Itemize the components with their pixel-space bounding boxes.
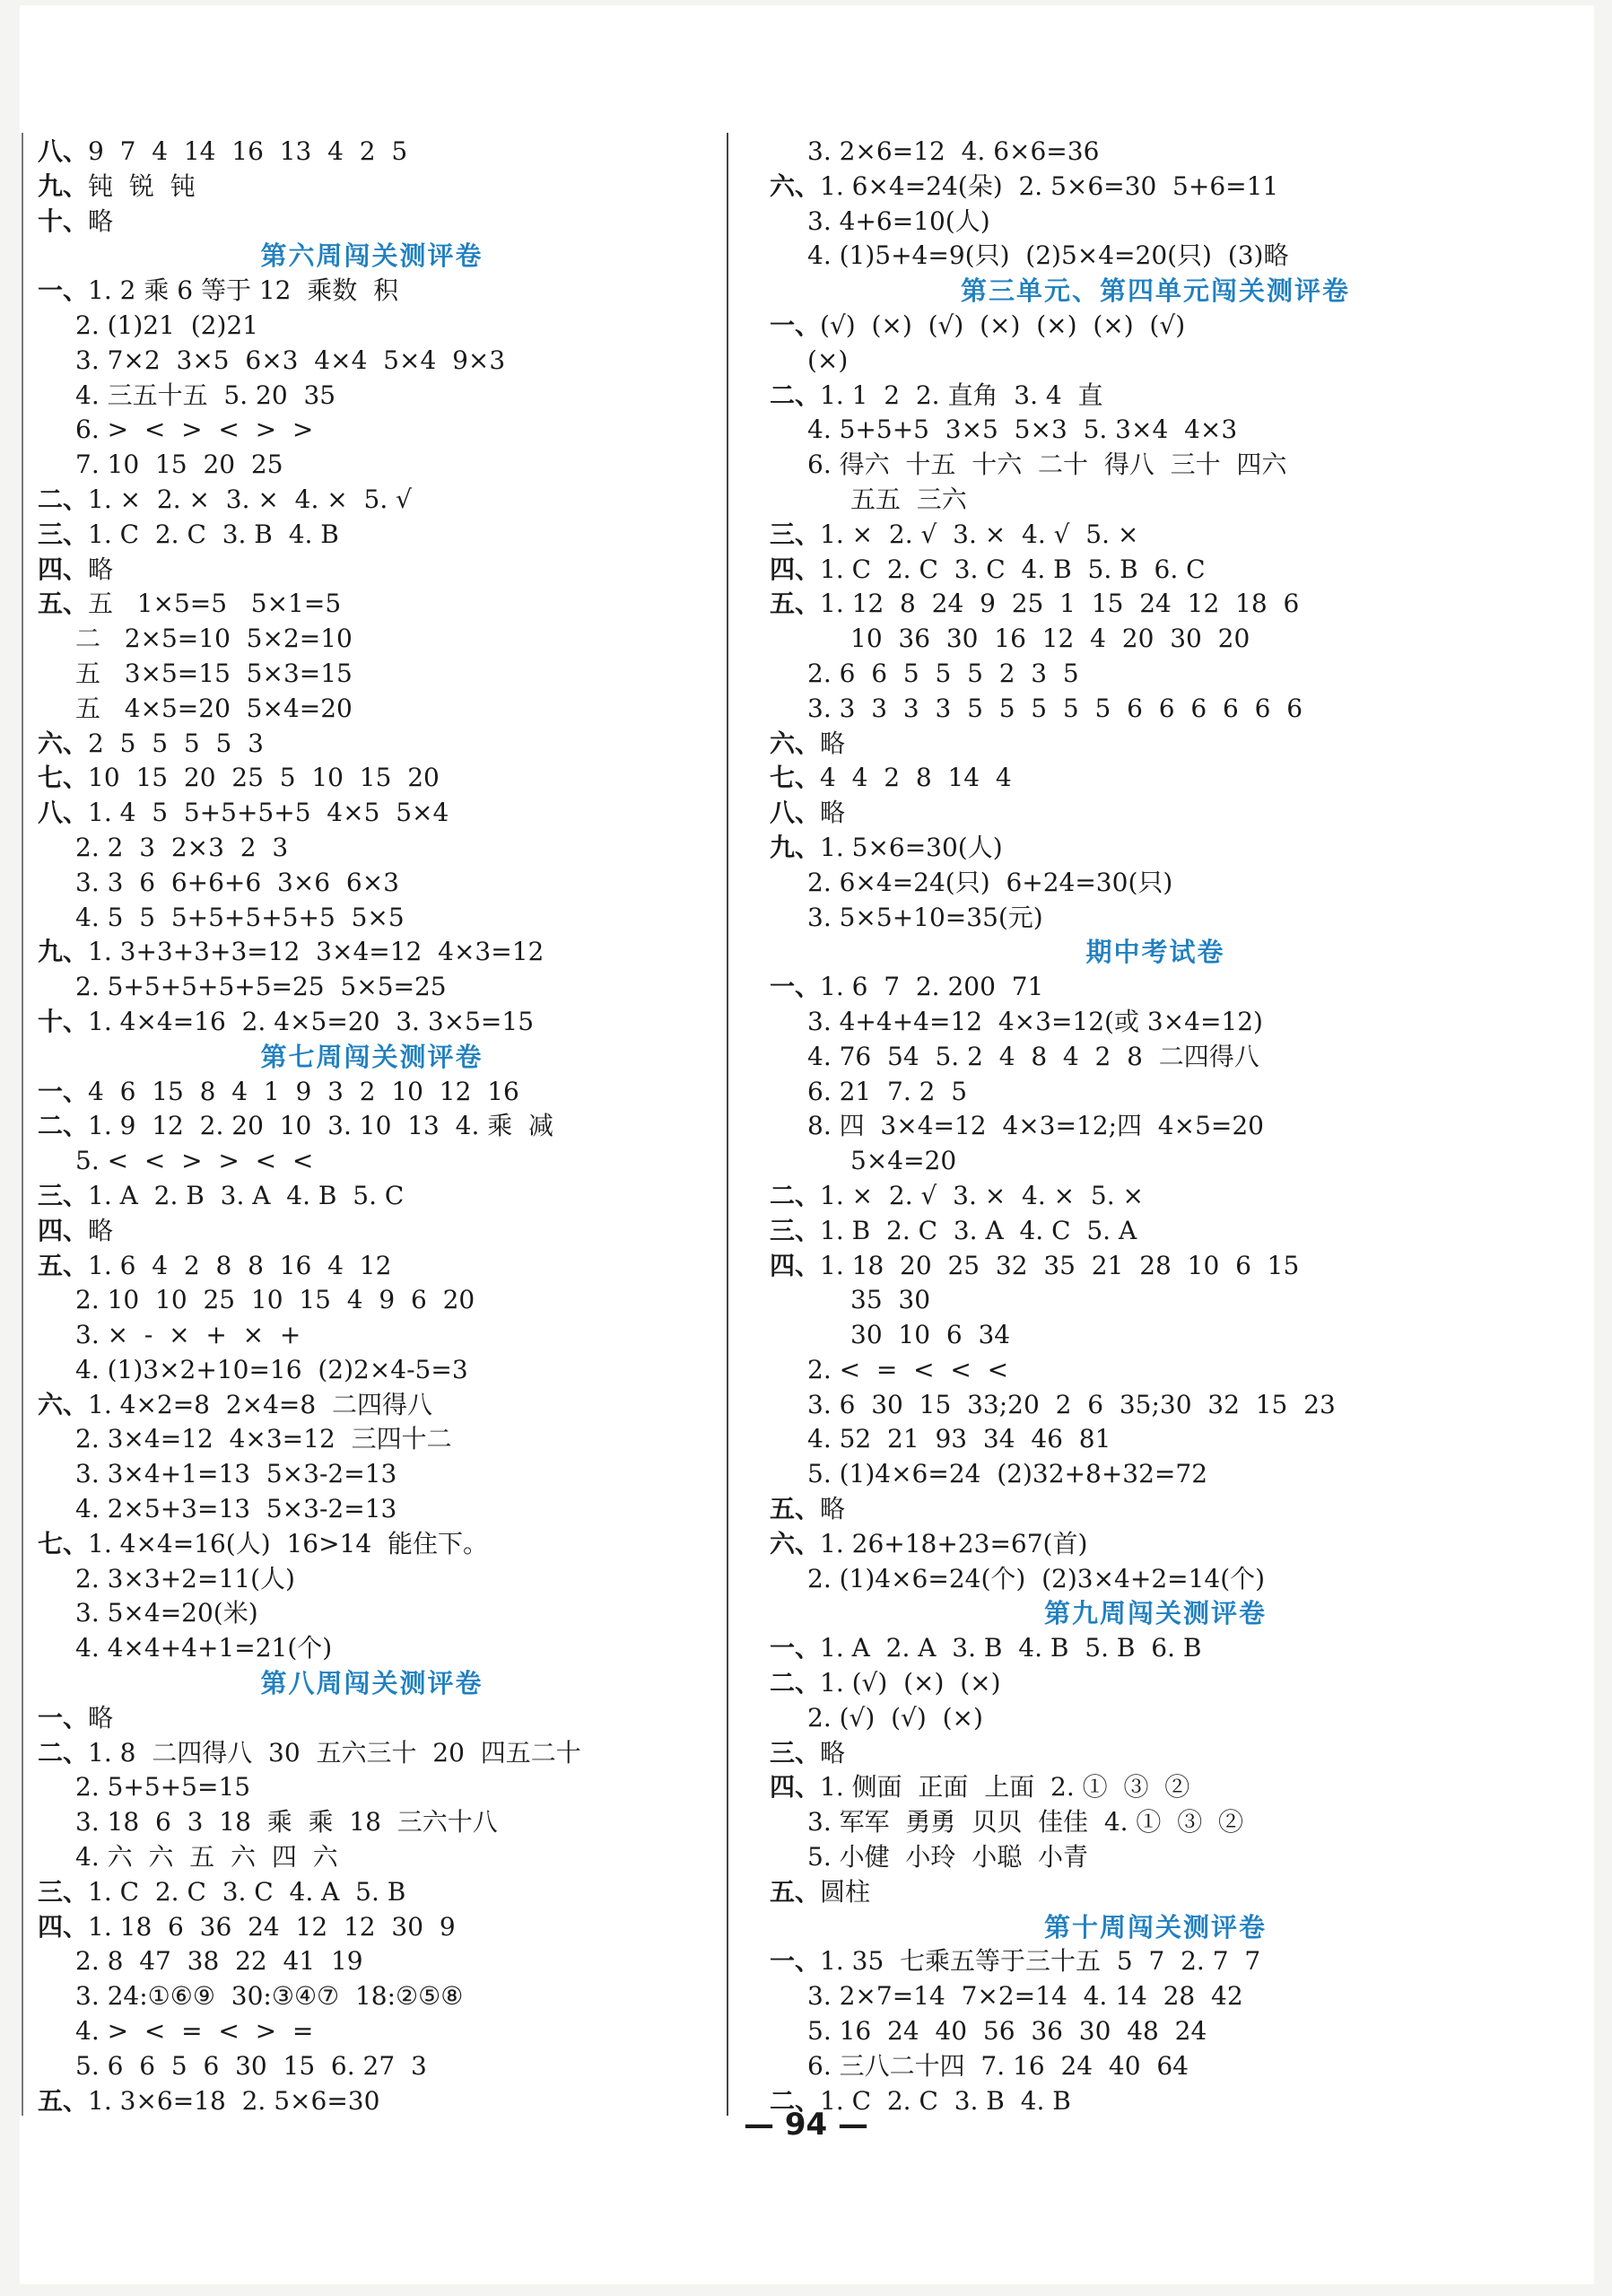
answer-line — [770, 205, 1541, 240]
question-number: 五、 — [38, 1250, 89, 1280]
question-number: 五、 — [770, 1494, 821, 1524]
answer-text: 1. 9 12 2. 20 10 3. 10 13 4. 乘 减 — [88, 1111, 554, 1141]
answer-text: 2 5 5 5 5 3 — [88, 728, 264, 758]
answer-line — [38, 1179, 706, 1214]
section-title: 第三单元、第四单元闯关测评卷 — [960, 275, 1350, 307]
answer-line — [770, 413, 1541, 448]
answer-text: 1. 3+3+3+3=12 3×4=12 4×3=12 — [88, 937, 545, 967]
answer-text: 1. 4×4=16 2. 4×5=20 3. 3×5=15 — [88, 1006, 535, 1036]
answer-line — [770, 1770, 1541, 1805]
answer-line — [770, 483, 1541, 518]
answer-text: 五 4×5=20 5×4=20 — [75, 693, 353, 723]
answer-line — [770, 1353, 1541, 1388]
answer-line — [770, 1736, 1541, 1771]
answer-line — [38, 274, 706, 309]
question-number: 八、 — [38, 798, 89, 828]
answer-line — [38, 379, 706, 414]
answer-text: 4. 4×4+4+1=21(个) — [75, 1633, 333, 1663]
answer-line — [38, 831, 706, 866]
answer-column-left — [38, 135, 706, 2118]
question-number: 三、 — [38, 519, 89, 549]
answer-line — [38, 935, 706, 970]
answer-line — [770, 1527, 1541, 1562]
answer-line — [770, 518, 1541, 553]
question-number: 六、 — [770, 728, 821, 758]
question-number: 三、 — [770, 1737, 821, 1768]
answer-line — [38, 553, 706, 588]
answer-line — [770, 866, 1541, 901]
answer-line — [38, 1353, 706, 1388]
answer-text: 略 — [88, 554, 114, 584]
question-number: 二、 — [770, 2085, 821, 2116]
answer-line — [770, 1388, 1541, 1423]
question-number: 二、 — [38, 484, 89, 514]
answer-line — [770, 1040, 1541, 1075]
answer-text: (×) — [807, 345, 849, 375]
answer-line — [38, 483, 706, 518]
answer-text: 2. < = < < < — [807, 1354, 1009, 1384]
answer-text: 1. × 2. × 3. × 4. × 5. √ — [88, 484, 412, 514]
answer-line — [38, 1109, 706, 1144]
answer-line — [38, 761, 706, 796]
question-number: 七、 — [38, 763, 89, 793]
answer-line — [770, 170, 1541, 205]
answer-line — [770, 239, 1541, 274]
answer-text: 1. B 2. C 3. A 4. C 5. A — [820, 1215, 1137, 1245]
column-divider — [727, 133, 728, 2116]
answer-text: 4. 76 54 5. 2 4 8 4 2 8 二四得八 — [807, 1041, 1259, 1071]
question-number: 一、 — [38, 1076, 89, 1106]
answer-line — [770, 1179, 1541, 1214]
answer-text: 3. 6 30 15 33;20 2 6 35;30 32 15 23 — [807, 1389, 1336, 1419]
answer-text: 35 30 — [850, 1285, 931, 1315]
question-number: 二、 — [770, 380, 821, 410]
question-number: 六、 — [38, 1389, 89, 1419]
question-number: 九、 — [770, 832, 821, 862]
answer-text: 2. 10 10 25 10 15 4 9 6 20 — [75, 1285, 475, 1315]
answer-text: 略 — [820, 1737, 846, 1768]
answer-text: 1. C 2. C 3. C 4. A 5. B — [88, 1876, 406, 1907]
answer-line — [770, 1701, 1541, 1736]
answer-column-right — [770, 135, 1541, 2118]
answer-line — [770, 1666, 1541, 1701]
answer-text: 1. 12 8 24 9 25 1 15 24 12 18 6 — [820, 589, 1300, 619]
answer-text: 五五 三六 — [850, 484, 967, 514]
answer-line — [38, 1701, 706, 1736]
answer-line — [770, 727, 1541, 762]
question-number: 四、 — [38, 1911, 89, 1942]
answer-line — [770, 1457, 1541, 1492]
question-number: 三、 — [38, 1876, 89, 1907]
answer-text: 2. (√) (√) (×) — [807, 1702, 983, 1733]
section-title: 第九周闯关测评卷 — [1043, 1598, 1267, 1629]
answer-line — [38, 796, 706, 831]
question-number: 二、 — [770, 1668, 821, 1698]
answer-text: 2. (1)4×6=24(个) (2)3×4+2=14(个) — [807, 1563, 1266, 1593]
answer-text: 4 4 2 8 14 4 — [820, 763, 1012, 793]
answer-line — [38, 1318, 706, 1353]
section-title: 第六周闯关测评卷 — [260, 240, 484, 272]
question-number: 四、 — [770, 554, 821, 584]
answer-text: 1. 1 2 2. 直角 3. 4 直 — [820, 380, 1103, 410]
section-title: 第十周闯关测评卷 — [1043, 1911, 1267, 1942]
answer-text: 5. 16 24 40 56 36 30 48 24 — [807, 2016, 1207, 2047]
answer-text: 五 1×5=5 5×1=5 — [88, 589, 342, 619]
question-number: 九、 — [38, 170, 89, 201]
answer-line — [770, 1422, 1541, 1457]
answer-text: 1. 6 7 2. 200 71 — [820, 972, 1044, 1002]
question-number: 一、 — [770, 972, 821, 1002]
answer-text: 1. 4×4=16(人) 16>14 能住下。 — [88, 1528, 488, 1558]
answer-line — [38, 1005, 706, 1040]
answer-line — [770, 1144, 1541, 1179]
answer-line — [770, 344, 1541, 379]
answer-text: 5×4=20 — [850, 1146, 957, 1176]
answer-text: 1. (√) (×) (×) — [820, 1668, 1001, 1698]
answer-text: 1. A 2. B 3. A 4. B 5. C — [88, 1180, 405, 1210]
answer-text: 3. 4+4+4=12 4×3=12(或 3×4=12) — [807, 1006, 1263, 1036]
answer-text: 1. 18 6 36 24 12 12 30 9 — [88, 1911, 456, 1942]
section-title: 第七周闯关测评卷 — [260, 1041, 484, 1072]
answer-text: 3. 3×4+1=13 5×3-2=13 — [75, 1459, 397, 1489]
answer-line — [38, 1770, 706, 1805]
answer-line — [770, 1562, 1541, 1597]
answer-line — [38, 866, 706, 901]
question-number: 五、 — [38, 589, 89, 619]
answer-line — [38, 135, 706, 170]
answer-line — [770, 587, 1541, 622]
answer-line — [38, 1944, 706, 1979]
answer-line — [770, 2014, 1541, 2049]
answer-text: 4. > < = < > = — [75, 2016, 314, 2047]
question-number: 六、 — [38, 728, 89, 758]
answer-line — [770, 1318, 1541, 1353]
question-number: 四、 — [38, 1215, 89, 1245]
answer-text: 1. 18 20 25 32 35 21 28 10 6 15 — [820, 1250, 1300, 1280]
answer-text: 7. 10 15 20 25 — [75, 450, 283, 480]
answer-text: 1. 6 4 2 8 8 16 4 12 — [88, 1250, 392, 1280]
answer-line — [770, 1283, 1541, 1318]
answer-line — [38, 1596, 706, 1631]
answer-line — [38, 1840, 706, 1875]
answer-text: 1. C 2. C 3. B 4. B — [820, 2085, 1071, 2116]
answer-line — [38, 1875, 706, 1910]
question-number: 一、 — [770, 1946, 821, 1977]
answer-text: 6. 21 7. 2 5 — [807, 1076, 968, 1106]
answer-line — [38, 692, 706, 727]
answer-line — [38, 1492, 706, 1527]
question-number: 八、 — [38, 136, 89, 166]
question-number: 三、 — [770, 519, 821, 549]
answer-line — [770, 1944, 1541, 1979]
question-number: 四、 — [770, 1772, 821, 1803]
answer-text: 4. (1)5+4=9(只) (2)5×4=20(只) (3)略 — [807, 240, 1289, 271]
answer-line — [770, 135, 1541, 170]
question-number: 三、 — [38, 1180, 89, 1210]
question-number: 一、 — [770, 1633, 821, 1663]
question-number: 五、 — [38, 2085, 89, 2116]
answer-text: 1. 4 5 5+5+5+5 4×5 5×4 — [88, 798, 449, 828]
section-title: 期中考试卷 — [1085, 937, 1225, 968]
answer-text: 1. A 2. A 3. B 4. B 5. B 6. B — [820, 1633, 1202, 1663]
answer-line — [38, 901, 706, 936]
answer-text: 10 36 30 16 12 4 20 30 20 — [850, 624, 1250, 654]
question-number: 二、 — [38, 1111, 89, 1141]
answer-text: 二 2×5=10 5×2=10 — [75, 624, 353, 654]
answer-text: 30 10 6 34 — [850, 1320, 1011, 1350]
answer-text: 4. (1)3×2+10=16 (2)2×4-5=3 — [75, 1354, 468, 1384]
answer-text: 1. × 2. √ 3. × 4. √ 5. × — [820, 519, 1139, 549]
answer-line — [770, 831, 1541, 866]
answer-line — [38, 518, 706, 553]
answer-text: 4 6 15 8 4 1 9 3 2 10 12 16 — [88, 1076, 519, 1106]
answer-text: 2. 5+5+5+5+5=25 5×5=25 — [75, 972, 447, 1002]
answer-line — [38, 1144, 706, 1179]
answer-text: 4. 5 5 5+5+5+5+5 5×5 — [75, 902, 405, 932]
answer-line — [38, 1388, 706, 1423]
answer-line — [770, 1979, 1541, 2014]
answer-line — [38, 1075, 706, 1110]
answer-text: 2. 5+5+5=15 — [75, 1772, 251, 1803]
answer-text: 1. 侧面 正面 上面 2. ① ③ ② — [820, 1772, 1190, 1803]
question-number: 六、 — [770, 170, 821, 201]
answer-text: 2. 2 3 2×3 2 3 — [75, 832, 289, 862]
question-number: 二、 — [38, 1737, 89, 1768]
answer-text: 1. 8 二四得八 30 五六三十 20 四五二十 — [88, 1737, 581, 1768]
answer-text: 略 — [88, 1702, 114, 1733]
answer-line — [38, 587, 706, 622]
question-number: 三、 — [770, 1215, 821, 1245]
answer-text: 2. 8 47 38 22 41 19 — [75, 1946, 363, 1977]
question-number: 十、 — [38, 1006, 89, 1036]
answer-text: 1. C 2. C 3. B 4. B — [88, 519, 339, 549]
answer-line — [38, 2014, 706, 2049]
answer-text: 2. 3×3+2=11(人) — [75, 1563, 295, 1593]
answer-line — [770, 1005, 1541, 1040]
answer-text: 3. 5×5+10=35(元) — [807, 902, 1043, 932]
answer-line — [770, 657, 1541, 692]
answer-line — [770, 553, 1541, 588]
answer-line — [38, 1422, 706, 1457]
question-number: 五、 — [770, 1876, 821, 1907]
answer-line — [38, 970, 706, 1005]
answer-text: 6. 得六 十五 十六 二十 得八 三十 四六 — [807, 450, 1287, 480]
question-number: 一、 — [770, 310, 821, 340]
answer-line — [38, 1214, 706, 1249]
answer-line — [38, 1527, 706, 1562]
answer-line — [38, 309, 706, 344]
answer-line — [770, 796, 1541, 831]
answer-line — [770, 761, 1541, 796]
answer-line — [38, 1910, 706, 1945]
answer-line — [38, 657, 706, 692]
answer-line — [770, 622, 1541, 657]
answer-line — [770, 970, 1541, 1005]
answer-text: 1. 4×2=8 2×4=8 二四得八 — [88, 1389, 432, 1419]
answer-text: 略 — [820, 798, 846, 828]
question-number: 四、 — [38, 554, 89, 584]
answer-text: 3. × - × + × + — [75, 1320, 301, 1350]
question-number: 八、 — [770, 798, 821, 828]
answer-line — [38, 622, 706, 657]
answer-text: 3. 5×4=20(米) — [75, 1598, 258, 1628]
answer-line — [770, 2049, 1541, 2084]
answer-text: 1. 5×6=30(人) — [820, 832, 1003, 862]
answer-text: 5. 6 6 5 6 30 15 6. 27 3 — [75, 2050, 427, 2081]
answer-line — [770, 1109, 1541, 1144]
answer-line — [38, 170, 706, 205]
answer-line — [38, 344, 706, 379]
answer-text: 3. 18 6 3 18 乘 乘 18 三六十八 — [75, 1807, 498, 1838]
answer-text: 略 — [88, 205, 114, 236]
answer-text: 1. 35 七乘五等于三十五 5 7 2. 7 7 — [820, 1946, 1261, 1977]
answer-text: 6. 三八二十四 7. 16 24 40 64 — [807, 2050, 1189, 2081]
answer-line — [770, 448, 1541, 483]
question-number: 十、 — [38, 205, 89, 236]
answer-text: 4. 2×5+3=13 5×3-2=13 — [75, 1494, 397, 1524]
answer-text: 圆柱 — [820, 1876, 871, 1907]
answer-line — [38, 1562, 706, 1597]
answer-line — [38, 1457, 706, 1492]
section-title: 第八周闯关测评卷 — [260, 1668, 484, 1699]
answer-text: 1. × 2. √ 3. × 4. × 5. × — [820, 1180, 1144, 1210]
question-number: 七、 — [770, 763, 821, 793]
answer-line — [770, 1075, 1541, 1110]
answer-text: 1. 6×4=24(朵) 2. 5×6=30 5+6=11 — [820, 170, 1279, 201]
answer-line — [38, 1979, 706, 2014]
answer-line — [38, 1805, 706, 1840]
question-number: 一、 — [38, 1702, 89, 1733]
answer-line — [38, 1736, 706, 1771]
answer-line — [38, 1631, 706, 1666]
answer-text: 10 15 20 25 5 10 15 20 — [88, 763, 440, 793]
answer-line — [770, 1214, 1541, 1249]
answer-text: (√) (×) (√) (×) (×) (×) (√) — [820, 310, 1186, 340]
page-number: — 94 — — [744, 2107, 868, 2143]
answer-text: 略 — [820, 728, 846, 758]
answer-text: 2. 6×4=24(只) 6+24=30(只) — [807, 867, 1173, 897]
question-number: 九、 — [38, 937, 89, 967]
question-number: 五、 — [770, 589, 821, 619]
answer-line — [770, 901, 1541, 936]
answer-text: 6. > < > < > > — [75, 415, 314, 445]
answer-line — [770, 379, 1541, 414]
answer-text: 钝 锐 钝 — [88, 170, 196, 201]
answer-line — [770, 1805, 1541, 1840]
question-number: 二、 — [770, 1180, 821, 1210]
answer-text: 5. (1)4×6=24 (2)32+8+32=72 — [807, 1459, 1208, 1489]
answer-line — [38, 1283, 706, 1318]
answer-line — [38, 448, 706, 483]
question-number: 一、 — [38, 275, 89, 306]
answer-text: 3. 3 3 3 3 5 5 5 5 5 6 6 6 6 6 6 — [807, 693, 1303, 723]
answer-line — [38, 413, 706, 448]
answer-line — [38, 1249, 706, 1284]
answer-text: 1. 26+18+23=67(首) — [820, 1528, 1088, 1558]
answer-text: 2. (1)21 (2)21 — [75, 310, 258, 340]
left-margin-rule — [22, 133, 23, 2116]
answer-text: 5. < < > > < < — [75, 1146, 314, 1176]
answer-text: 五 3×5=15 5×3=15 — [75, 658, 353, 688]
answer-text: 4. 52 21 93 34 46 81 — [807, 1424, 1111, 1454]
answer-text: 2. 6 6 5 5 5 2 3 5 — [807, 658, 1079, 688]
answer-text: 3. 4+6=10(人) — [807, 205, 990, 236]
answer-line — [770, 1492, 1541, 1527]
answer-text: 5. 小健 小玲 小聪 小青 — [807, 1842, 1089, 1873]
answer-text: 1. 2 乘 6 等于 12 乘数 积 — [88, 275, 399, 306]
answer-line — [770, 1631, 1541, 1666]
answer-line — [770, 1875, 1541, 1910]
answer-text: 3. 2×7=14 7×2=14 4. 14 28 42 — [807, 1981, 1243, 2012]
answer-text: 4. 5+5+5 3×5 5×3 5. 3×4 4×3 — [807, 415, 1238, 445]
answer-text: 1. 3×6=18 2. 5×6=30 — [88, 2085, 380, 2116]
answer-text: 3. 2×6=12 4. 6×6=36 — [807, 136, 1100, 166]
answer-text: 3. 军军 勇勇 贝贝 佳佳 4. ① ③ ② — [807, 1807, 1244, 1838]
answer-text: 1. C 2. C 3. C 4. B 5. B 6. C — [820, 554, 1206, 584]
question-number: 六、 — [770, 1528, 821, 1558]
answer-line — [38, 727, 706, 762]
answer-line — [770, 309, 1541, 344]
answer-line — [38, 2049, 706, 2084]
answer-text: 3. 3 6 6+6+6 3×6 6×3 — [75, 867, 399, 897]
question-number: 七、 — [38, 1528, 89, 1558]
answer-text: 8. 四 3×4=12 4×3=12;四 4×5=20 — [807, 1111, 1264, 1141]
answer-text: 4. 三五十五 5. 20 35 — [75, 380, 336, 410]
answer-text: 4. 六 六 五 六 四 六 — [75, 1842, 338, 1873]
question-number: 四、 — [770, 1250, 821, 1280]
answer-line — [770, 1840, 1541, 1875]
answer-line — [38, 205, 706, 240]
answer-text: 2. 3×4=12 4×3=12 三四十二 — [75, 1424, 452, 1454]
answer-text: 3. 24:①⑥⑨ 30:③④⑦ 18:②⑤⑧ — [75, 1981, 464, 2012]
answer-line — [770, 1249, 1541, 1284]
answer-text: 9 7 4 14 16 13 4 2 5 — [88, 136, 408, 166]
answer-text: 略 — [820, 1494, 846, 1524]
answer-text: 3. 7×2 3×5 6×3 4×4 5×4 9×3 — [75, 345, 506, 375]
answer-line — [770, 692, 1541, 727]
answer-text: 略 — [88, 1215, 114, 1245]
